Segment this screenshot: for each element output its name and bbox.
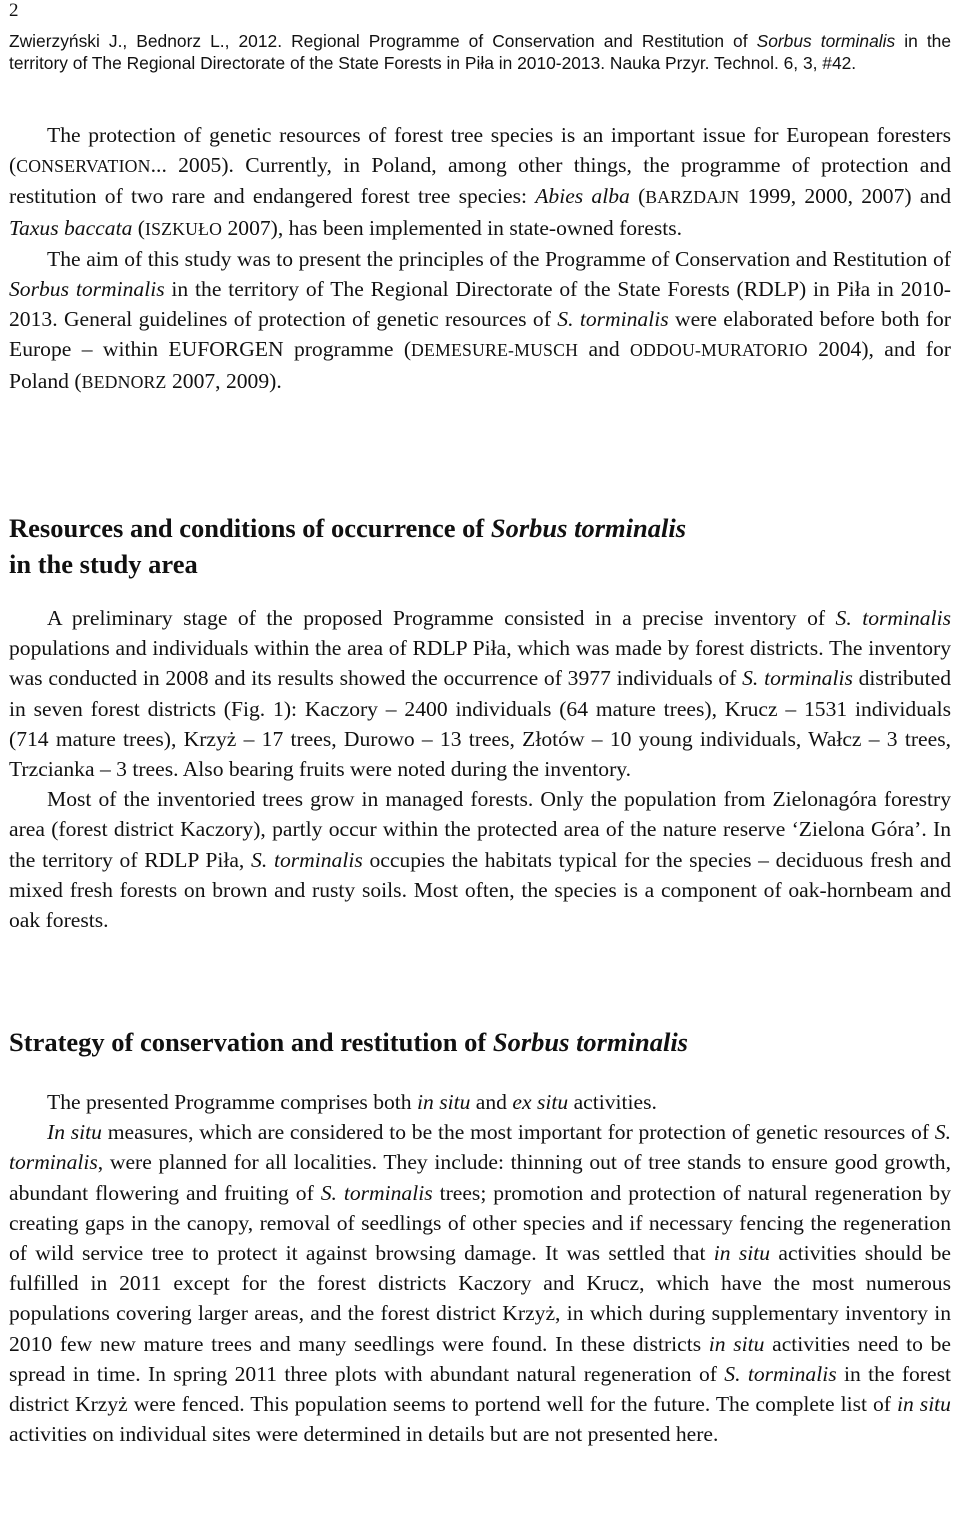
- intro-paragraph-2: The aim of this study was to present the principles of the Programme of Conservation and Restitution of Sorbus torminalis in the territory of The Regional Directorate of the State Forests (RDLP) in Piła in 2010-2013. General guidelines of protection of genetic resources of S. torminalis were elaborated before both for Europe – within EUFORGEN programme (DEMESURE-MUSCH and ODDOU-MURATORIO 2004), and for Poland (BEDNORZ 2007, 2009).: [9, 246, 951, 393]
- page-number: 2: [9, 0, 19, 21]
- intro-section: [9, 120, 951, 397]
- resources-paragraph-2: Most of the inventoried trees grow in managed forests. Only the population from Zielonagóra forestry area (forest district Kaczory), partly occur within the protected area of the nature reserve ‘Zielona Góra’. In the territory of RDLP Piła, S. torminalis occupies the habitats typical for the species – deciduous fresh and mixed fresh forests on brown and rusty soils. Most often, the species is a component of oak-hornbeam and oak forests.: [9, 787, 951, 933]
- section-heading-resources: Resources and conditions of occurrence of Sorbus torminalis in the study area: [9, 513, 687, 579]
- resources-section: [9, 603, 951, 935]
- resources-paragraph-1: A preliminary stage of the proposed Programme consisted in a precise inventory of S. torminalis populations and individuals within the area of RDLP Piła, which was made by forest districts. The inventory was conducted in 2008 and its results showed the occurrence of 3977 individuals of S. torminalis distributed in seven forest districts (Fig. 1): Kaczory – 2400 individuals (64 mature trees), Krucz – 1531 individuals (714 mature trees), Krzyż – 17 trees, Durowo – 13 trees, Złotów – 10 young individuals, Wałcz – 3 trees, Trzcianka – 3 trees. Also bearing fruits were noted during the inventory.: [9, 606, 951, 782]
- reference: ODDOU-MURATORIO: [630, 340, 808, 361]
- reference: BARZDAJN: [645, 187, 740, 208]
- intro-paragraph-1: The protection of genetic resources of forest tree species is an important issue for European foresters (CONSERVATION... 2005). Currently, in Poland, among other things, the programme of protection and restitution of two rare and endangered forest tree species: Abies alba (BARZDAJN 1999, 2000, 2007) and Taxus baccata (ISZKUŁO 2007), has been implemented in state-owned forests.: [9, 123, 952, 240]
- citation-header: Zwierzyński J., Bednorz L., 2012. Regional Programme of Conservation and Restitution of Sorbus torminalis in the territory of The Regional Directorate of the State Forests in Piła in 2010-2013. Nauka Przyr. Technol. 6, 3, #42.: [9, 31, 952, 73]
- reference: ISZKUŁO: [144, 218, 223, 239]
- strategy-paragraph-1: The presented Programme comprises both in situ and ex situ activities.: [47, 1090, 657, 1114]
- section-heading-strategy: Strategy of conservation and restitution of Sorbus torminalis: [9, 1027, 688, 1057]
- strategy-section: [9, 1087, 951, 1449]
- strategy-paragraph-2: In situ measures, which are considered to be the most important for protection of genetic resources of S. torminalis, were planned for all localities. They include: thinning out of tree stands to ensure good growth, abundant flowering and fruiting of S. torminalis trees; promotion and protection of natural regeneration by creating gaps in the canopy, removal of seedlings of other species and if necessary fencing the regeneration of wild service tree to protect it against browsing damage. It was settled that in situ activities should be fulfilled in 2011 except for the forest districts Kaczory and Krucz, which have the most numerous populations covering larger areas, and the forest district Krzyż, in which during supplementary inventory in 2010 few new mature trees and many seedlings were found. In these districts in situ activities need to be spread in time. In spring 2011 three plots with abundant natural regeneration of S. torminalis in the forest district Krzyż were fenced. This population seems to portend well for the future. The complete list of in situ activities on individual sites were determined in details but are not presented here.: [9, 1120, 951, 1447]
- citation-species: Sorbus torminalis: [756, 31, 896, 51]
- reference: BEDNORZ: [81, 371, 167, 392]
- reference: CONSERVATION: [16, 156, 151, 177]
- reference: DEMESURE-MUSCH: [411, 340, 579, 361]
